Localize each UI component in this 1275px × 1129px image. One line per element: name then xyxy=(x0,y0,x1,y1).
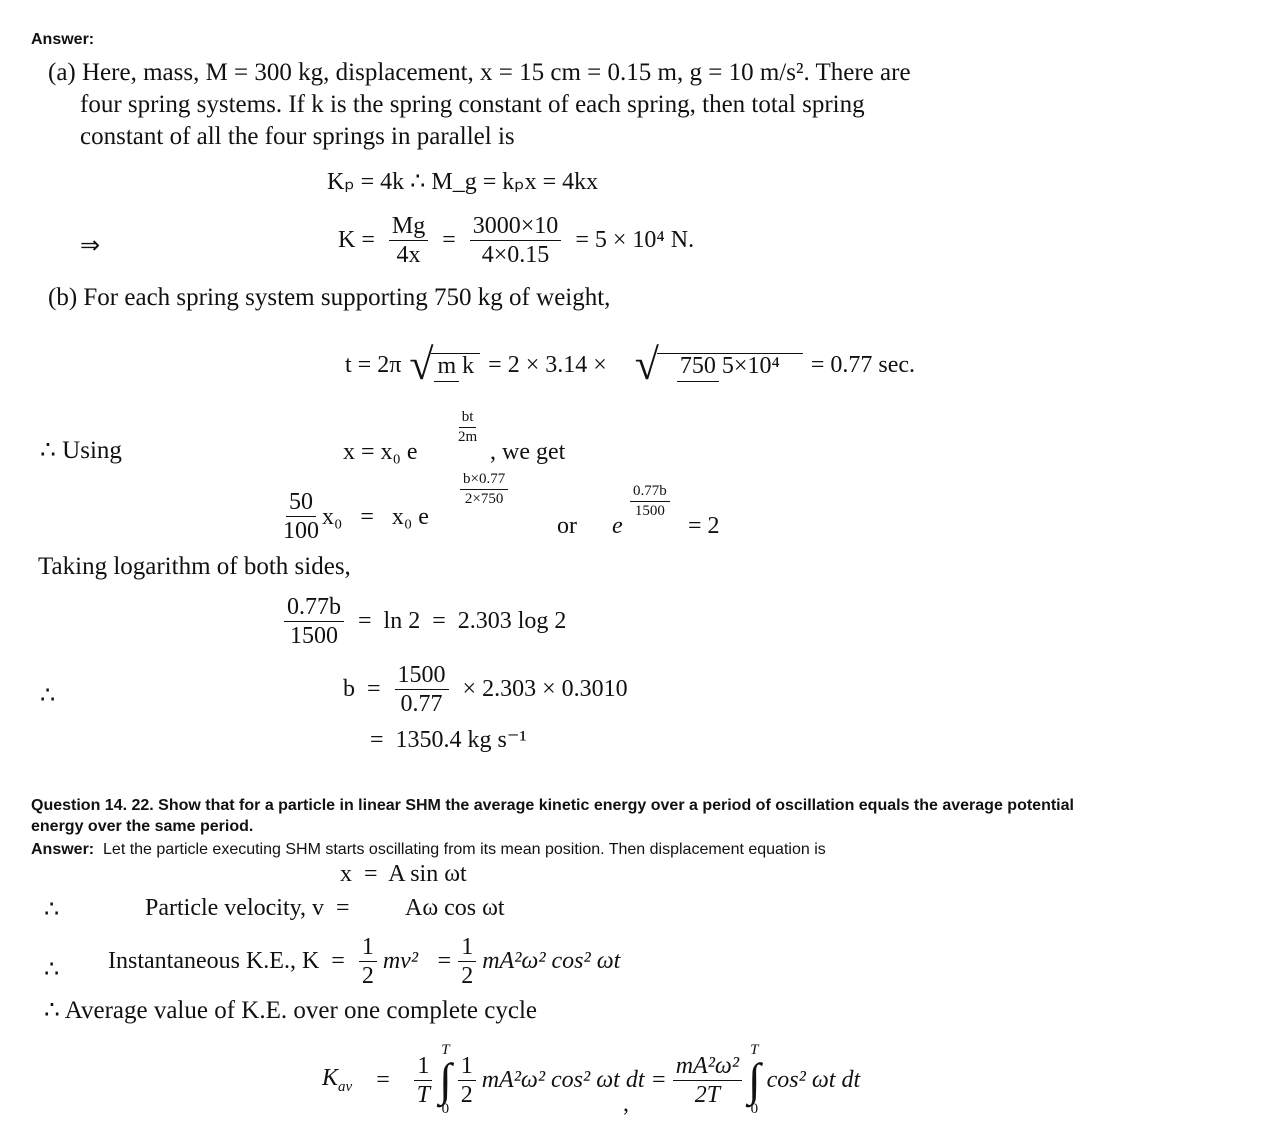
equation-t xyxy=(345,330,915,400)
stray-comma: , xyxy=(623,1091,629,1117)
integrand: mA²ω² cos² ωt dt = xyxy=(481,1067,667,1093)
k-lhs: K = xyxy=(338,227,375,253)
frac-num: 0.77b xyxy=(630,484,670,502)
frac-num: mA²ω² xyxy=(673,1054,742,1081)
frac-den: 2 xyxy=(460,1081,473,1108)
ke-mid: mv² = xyxy=(382,948,453,974)
displacement-eq: x = A sin ωt xyxy=(340,861,467,887)
average-line: ∴ Average value of K.E. over one complete cycle xyxy=(44,997,538,1024)
frac-den: 1500 xyxy=(634,503,665,519)
exponent xyxy=(455,410,480,445)
kav-symbol: $K_{av}$ xyxy=(322,1064,353,1095)
implies-symbol: ⇒ xyxy=(80,233,101,259)
therefore-symbol: ∴ xyxy=(44,957,60,983)
ke-equation xyxy=(108,930,620,992)
taking-log: Taking logarithm of both sides, xyxy=(38,553,351,580)
frac-den: T xyxy=(416,1081,431,1108)
log-rhs: = ln 2 = 2.303 log 2 xyxy=(358,608,567,634)
integral-icon: ∫ xyxy=(748,1054,761,1105)
k-result: = 5 × 10⁴ N. xyxy=(575,227,695,253)
lower-limit: 0 xyxy=(750,1101,759,1117)
frac-den: 2m xyxy=(458,429,478,445)
b-result: = 1350.4 kg s⁻¹ xyxy=(370,727,527,753)
frac-num: 50 xyxy=(286,490,316,517)
therefore-symbol: ∴ xyxy=(44,897,60,923)
frac-den: 2 xyxy=(361,962,374,989)
t-mid: = 2 × 3.14 × xyxy=(488,352,607,378)
equation-k xyxy=(338,210,694,270)
equals: = xyxy=(442,227,456,253)
frac-num: 1 xyxy=(458,1054,476,1081)
frac-num: 1 xyxy=(458,935,476,962)
b-rhs: × 2.303 × 0.3010 xyxy=(462,676,628,702)
frac-num: 1500 xyxy=(395,663,449,690)
frac-den: 2 xyxy=(461,962,474,989)
t-result: = 0.77 sec. xyxy=(810,352,916,378)
using-label: ∴ Using xyxy=(40,437,122,464)
part-a-line: four spring systems. If k is the spring constant of each spring, then total spring xyxy=(80,91,865,118)
ratio-result: = 2 xyxy=(688,513,720,539)
upper-limit: T xyxy=(441,1042,450,1058)
frac-den: 1500 xyxy=(290,622,338,649)
using-tail: , we get xyxy=(490,439,566,465)
intro-text: Let the particle executing SHM starts oscillating from its mean position. Then displacement equation is xyxy=(103,841,826,858)
exponent xyxy=(460,472,508,507)
velocity-rhs: Aω cos ωt xyxy=(405,895,505,921)
exponent xyxy=(630,484,670,519)
frac-den: 0.77 xyxy=(400,690,443,717)
integral xyxy=(748,1043,761,1117)
or-label: or xyxy=(557,513,577,539)
equation-kp: Kₚ = 4k ∴ M_g = kₚx = 4kx xyxy=(327,169,599,195)
therefore-symbol: ∴ xyxy=(40,683,56,709)
answer-label: Answer: xyxy=(31,841,95,858)
e-symbol: e xyxy=(612,513,623,539)
frac-den: k xyxy=(462,352,475,379)
equation-ratio xyxy=(280,490,429,543)
frac-num: 1 xyxy=(414,1054,432,1081)
frac-den: 100 xyxy=(283,518,319,544)
frac-den: 4×0.15 xyxy=(481,241,550,268)
t-lhs: t = 2π xyxy=(345,352,402,378)
answer-label: Answer: xyxy=(31,31,95,48)
equals: = xyxy=(376,1067,390,1093)
integral xyxy=(439,1043,452,1117)
ke-rhs: mA²ω² cos² ωt xyxy=(482,948,621,974)
frac-num: Mg xyxy=(389,214,428,241)
b-lhs: b = xyxy=(343,676,381,702)
frac-den: 2×750 xyxy=(464,491,504,507)
question-text: energy over the same period. xyxy=(31,818,254,835)
frac-den: 5×10⁴ xyxy=(721,352,780,379)
frac-den: 2T xyxy=(694,1081,721,1108)
frac-num: bt xyxy=(459,410,477,428)
frac-num: 0.77b xyxy=(284,595,344,622)
ke-label: Instantaneous K.E., K = xyxy=(108,948,345,974)
part-a-line: (a) Here, mass, M = 300 kg, displacement, x = 15 cm = 0.15 m, g = 10 m/s². There are xyxy=(48,59,911,86)
sqrt-icon: √ xyxy=(634,340,659,389)
integral-icon: ∫ xyxy=(439,1054,452,1105)
kav-equation xyxy=(322,1035,860,1125)
frac-den: 4x xyxy=(396,241,421,268)
velocity-label: Particle velocity, v = xyxy=(145,895,350,921)
using-eq: x = x₀ e xyxy=(343,439,418,465)
lower-limit: 0 xyxy=(441,1101,450,1117)
frac-num: b×0.77 xyxy=(460,472,508,490)
frac-num: 1 xyxy=(359,935,377,962)
equation-b xyxy=(343,656,628,722)
part-a-line: constant of all the four springs in parallel is xyxy=(80,123,515,150)
integrand: cos² ωt dt xyxy=(766,1067,861,1093)
frac-num: m xyxy=(434,353,459,382)
frac-num: 750 xyxy=(677,353,719,382)
answer-intro xyxy=(31,842,826,858)
frac-num: 3000×10 xyxy=(470,214,562,241)
equation-log xyxy=(284,590,566,652)
question-text: Question 14. 22. Show that for a particle in linear SHM the average kinetic energy over a period of oscillation equals the average potential xyxy=(31,797,1074,814)
ratio-eq: x₀ = x₀ e xyxy=(322,503,429,530)
upper-limit: T xyxy=(750,1042,759,1058)
sqrt-icon: √ xyxy=(409,340,434,389)
part-b-line: (b) For each spring system supporting 750 kg of weight, xyxy=(48,284,611,311)
